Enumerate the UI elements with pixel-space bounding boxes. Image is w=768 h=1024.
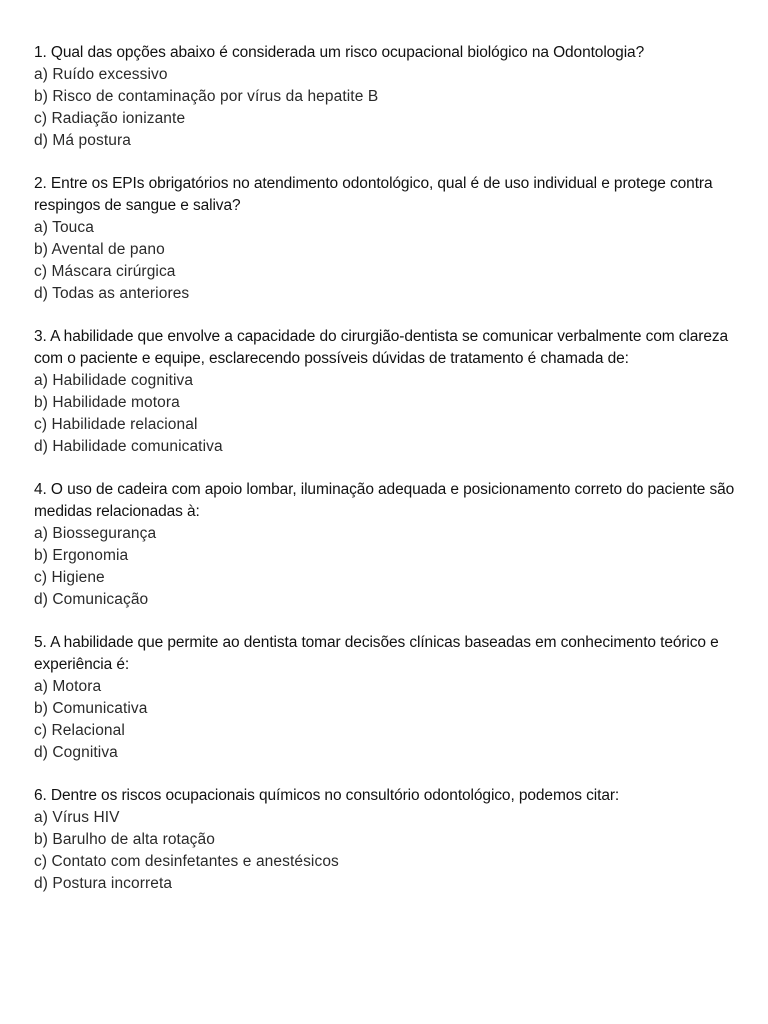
question-text: 6. Dentre os riscos ocupacionais químicos no consultório odontológico, podemos citar: xyxy=(34,787,620,804)
option-b: b) Avental de pano xyxy=(34,241,165,258)
option-a: a) Biossegurança xyxy=(34,525,157,542)
option-a: a) Ruído excessivo xyxy=(34,66,168,83)
question-1 xyxy=(34,42,744,152)
option-d: d) Postura incorreta xyxy=(34,875,173,892)
option-d: d) Todas as anteriores xyxy=(34,285,190,302)
options-list xyxy=(34,217,744,305)
question-text: 3. A habilidade que envolve a capacidade do cirurgião-dentista se comunicar verbalmente com clareza com o paciente e equipe, esclarecendo possíveis dúvidas de tratamento é chamada de: xyxy=(34,328,729,367)
options-list xyxy=(34,523,744,611)
option-c: c) Radiação ionizante xyxy=(34,110,186,127)
option-c: c) Habilidade relacional xyxy=(34,416,198,433)
option-c: c) Higiene xyxy=(34,569,105,586)
option-d: d) Má postura xyxy=(34,132,131,149)
option-a: a) Habilidade cognitiva xyxy=(34,372,194,389)
options-list xyxy=(34,807,744,895)
question-text: 2. Entre os EPIs obrigatórios no atendimento odontológico, qual é de uso individual e protege contra respingos de sangue e saliva? xyxy=(34,175,713,214)
option-b: b) Comunicativa xyxy=(34,700,148,717)
option-a: a) Touca xyxy=(34,219,94,236)
option-d: d) Habilidade comunicativa xyxy=(34,438,223,455)
question-text: 5. A habilidade que permite ao dentista tomar decisões clínicas baseadas em conhecimento teórico e experiência é: xyxy=(34,634,719,673)
options-list xyxy=(34,370,744,458)
question-text: 1. Qual das opções abaixo é considerada um risco ocupacional biológico na Odontologia? xyxy=(34,44,645,61)
option-a: a) Motora xyxy=(34,678,102,695)
option-b: b) Risco de contaminação por vírus da hepatite B xyxy=(34,88,379,105)
option-a: a) Vírus HIV xyxy=(34,809,120,826)
question-5 xyxy=(34,632,744,764)
question-3 xyxy=(34,326,744,458)
options-list xyxy=(34,676,744,764)
option-d: d) Cognitiva xyxy=(34,744,118,761)
option-c: c) Máscara cirúrgica xyxy=(34,263,176,280)
option-d: d) Comunicação xyxy=(34,591,149,608)
option-c: c) Contato com desinfetantes e anestésicos xyxy=(34,853,339,870)
question-text: 4. O uso de cadeira com apoio lombar, iluminação adequada e posicionamento correto do paciente são medidas relacionadas à: xyxy=(34,481,735,520)
question-4 xyxy=(34,479,744,611)
option-b: b) Habilidade motora xyxy=(34,394,180,411)
options-list xyxy=(34,64,744,152)
question-2 xyxy=(34,173,744,305)
option-b: b) Ergonomia xyxy=(34,547,129,564)
question-6 xyxy=(34,785,744,895)
option-b: b) Barulho de alta rotação xyxy=(34,831,215,848)
option-c: c) Relacional xyxy=(34,722,125,739)
